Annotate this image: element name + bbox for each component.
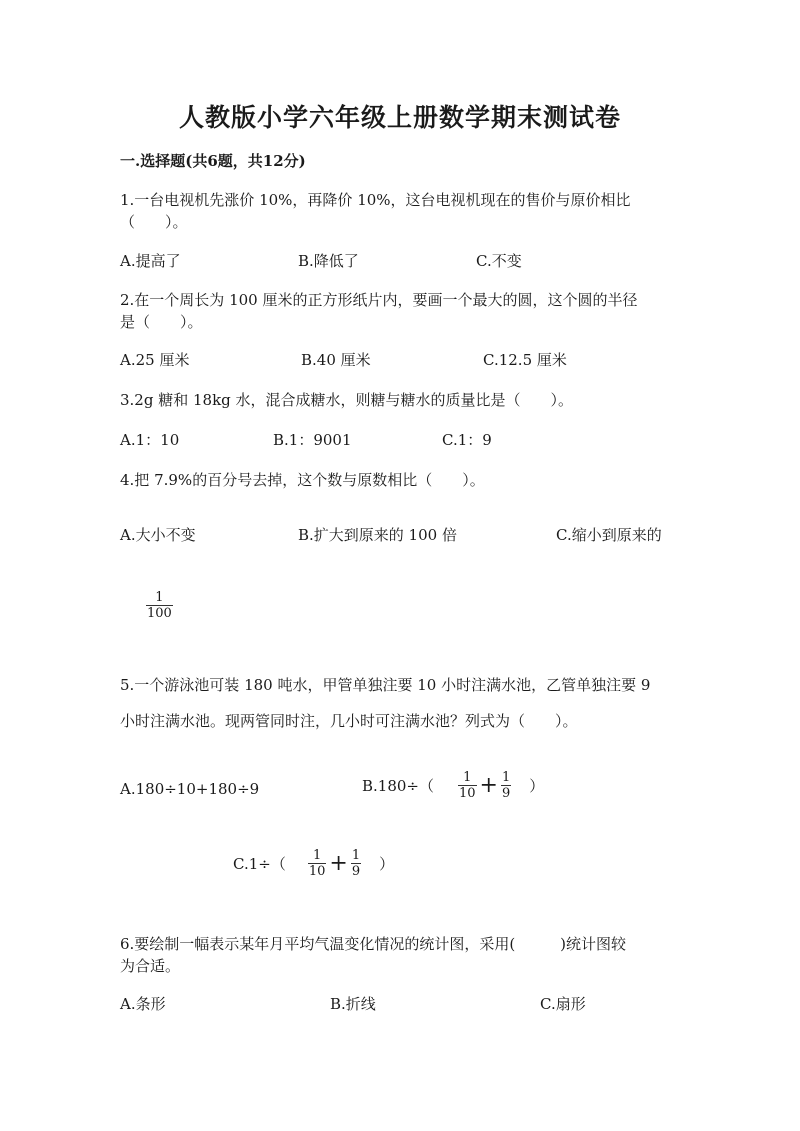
q6-option-b[interactable]: B.折线: [330, 995, 376, 1013]
question-1-text: 1.一台电视机先涨价 10%，再降价 10%，这台电视机现在的售价与原价相比: [120, 191, 631, 209]
q3-option-c[interactable]: C.1：9: [442, 431, 492, 449]
option-c-close-paren: ）: [379, 855, 395, 873]
question-1-text-cont: （ ）。: [120, 213, 188, 231]
q2-option-c[interactable]: C.12.5 厘米: [483, 351, 567, 369]
option-b-close-paren: ）: [529, 777, 545, 795]
q2-option-b[interactable]: B.40 厘米: [301, 351, 371, 369]
fraction-one-tenth: [308, 848, 327, 879]
q3-option-a[interactable]: A.1：10: [120, 431, 180, 449]
q6-option-c[interactable]: C.扇形: [540, 995, 586, 1013]
question-6-text-cont: 为合适。: [120, 957, 181, 975]
fraction-numerator: 1: [155, 590, 164, 605]
q1-option-a[interactable]: A.提高了: [120, 252, 181, 270]
fraction-denominator: 9: [351, 864, 361, 879]
q6-option-a[interactable]: A.条形: [120, 995, 166, 1013]
question-3-text: 3.2g 糖和 18kg 水，混合成糖水，则糖与糖水的质量比是（ ）。: [120, 391, 574, 409]
section-heading: 一.选择题(共6题，共12分): [120, 152, 306, 170]
q1-option-c[interactable]: C.不变: [476, 252, 522, 270]
question-2-text: 2.在一个周长为 100 厘米的正方形纸片内，要画一个最大的圆，这个圆的半径: [120, 291, 638, 309]
q5-option-b[interactable]: [362, 770, 544, 801]
question-5-text: 5.一个游泳池可装 180 吨水，甲管单独注要 10 小时注满水池，乙管单独注要 9: [120, 676, 651, 694]
fraction-numerator: 1: [501, 770, 511, 785]
page-title: 人教版小学六年级上册数学期末测试卷: [178, 103, 621, 132]
fraction-numerator: 1: [312, 848, 322, 863]
question-6-text: 6.要绘制一幅表示某年月平均气温变化情况的统计图，采用( )统计图较: [120, 935, 627, 953]
fraction-denominator: 9: [501, 786, 511, 801]
fraction-numerator: 1: [463, 770, 472, 785]
q4-option-c-fraction: [146, 590, 173, 621]
fraction-denominator: 10: [459, 786, 476, 801]
fraction-one-ninth: [351, 848, 361, 879]
q1-option-b[interactable]: B.降低了: [298, 252, 359, 270]
option-c-prefix: C.1÷（: [233, 855, 286, 873]
question-4-text: 4.把 7.9%的百分号去掉，这个数与原数相比（ ）。: [120, 471, 485, 489]
fraction-one-tenth: [458, 770, 477, 801]
q3-option-b[interactable]: B.1：9001: [273, 431, 352, 449]
option-b-prefix: B.180÷（: [362, 777, 434, 795]
fraction-denominator: 100: [147, 606, 172, 621]
plus-sign: +: [329, 851, 348, 876]
q2-option-a[interactable]: A.25 厘米: [120, 351, 190, 369]
fraction-denominator: 10: [308, 864, 326, 879]
question-5-text-cont: 小时注满水池。现两管同时注，几小时可注满水池？列式为（ ）。: [120, 712, 578, 730]
fraction-numerator: 1: [351, 848, 361, 863]
q5-option-c[interactable]: [233, 848, 394, 879]
q4-option-a[interactable]: A.大小不变: [120, 526, 196, 544]
q4-option-b[interactable]: B.扩大到原来的 100 倍: [298, 526, 457, 544]
question-2-text-cont: 是（ ）。: [120, 313, 203, 331]
plus-sign: +: [479, 773, 498, 798]
q4-option-c[interactable]: C.缩小到原来的: [556, 526, 662, 544]
q5-option-a[interactable]: A.180÷10+180÷9: [120, 780, 260, 798]
fraction-one-ninth: [501, 770, 511, 801]
